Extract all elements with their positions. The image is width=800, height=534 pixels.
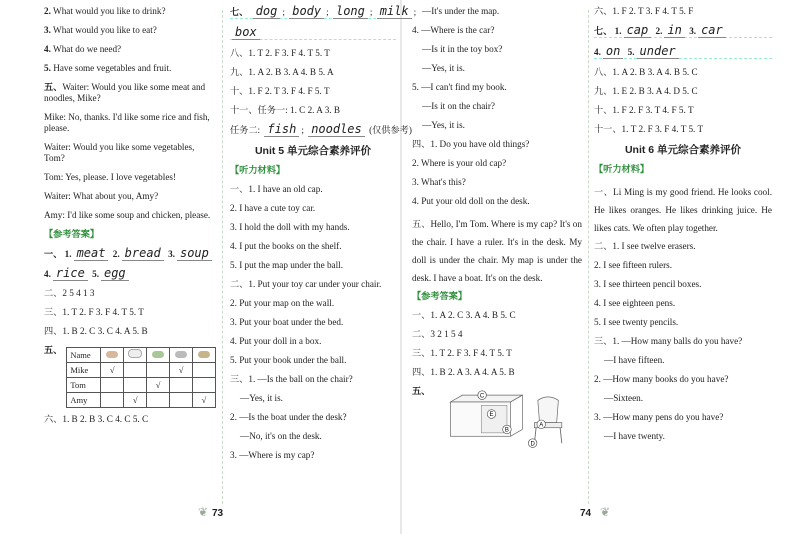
line: 5. I see twenty pencils. — [594, 317, 679, 327]
line: —No, it's on the desk. — [240, 431, 322, 441]
answer-q10: 十、1. F 2. F 3. T 4. F 5. T — [594, 105, 694, 115]
line: 2. Where is your old cap? — [412, 158, 507, 168]
dialogue-line: Amy: I'd like some soup and chicken, please. — [44, 210, 211, 220]
answer-header: 【参考答案】 — [44, 229, 100, 239]
line: 2. Put your map on the wall. — [230, 298, 335, 308]
answer-q1-cont: 4. rice 5. egg — [44, 268, 216, 280]
answer-task2: 任务二: fish ; noodles (仅供参考) — [230, 122, 412, 136]
answer-q7: 七、 dog ; body ; long ; milk ; — [230, 4, 417, 18]
answer-q3: 三、1. T 2. F 3. F 4. T 5. T — [44, 307, 144, 317]
answer-q11: 十一、1. T 2. F 3. F 4. T 5. T — [594, 124, 704, 134]
answer-q6: 六、1. B 2. B 3. C 4. C 5. C — [44, 414, 149, 424]
line: 2. I see fifteen rulers. — [594, 260, 673, 270]
book-spine — [400, 0, 402, 534]
line: 二、1. Put your toy car under your chair. — [230, 279, 382, 289]
line: —I have fifteen. — [604, 355, 665, 365]
unit-title: Unit 6 单元综合素养评价 — [624, 144, 742, 156]
paragraph: 一、Li Ming is my good friend. He looks cool. He likes oranges. He likes drinking juice. He likes cats. We often play together. — [594, 187, 772, 233]
answer-header: 【参考答案】 — [412, 291, 468, 301]
svg-text:D: D — [530, 441, 536, 448]
dialogue-line: Waiter: What about you, Amy? — [44, 191, 159, 201]
answer-q4: 四、1. B 2. C 3. C 4. A 5. B — [44, 326, 148, 336]
answer-q5: 五、 Name Mike √ √ Tom √ Amy √ √ — [44, 345, 216, 408]
line: 2. —Is the boat under the desk? — [230, 412, 347, 422]
line: 4. I see eighteen pens. — [594, 298, 676, 308]
line: 5. I put the map under the ball. — [230, 260, 344, 270]
answer-q7: 七、 1. cap 2. in 3. car — [594, 25, 772, 38]
answer-q8: 八、1. A 2. B 3. A 4. B 5. C — [594, 67, 698, 77]
line: 二、1. I see twelve erasers. — [594, 241, 696, 251]
svg-text:B: B — [505, 427, 510, 434]
line: —Is it in the toy box? — [422, 44, 503, 54]
column-4 — [594, 6, 772, 450]
answer-q11: 十一、任务一: 1. C 2. A 3. B — [230, 105, 341, 115]
line: 4. —Where is the car? — [412, 25, 495, 35]
answer-q4: 四、1. B 2. A 3. A 4. A 5. B — [412, 367, 515, 377]
listening-header: 【听力材料】 — [594, 164, 650, 174]
line: 5. —I can't find my book. — [412, 82, 507, 92]
line: —Sixteen. — [604, 393, 644, 403]
line: 2. —How many books do you have? — [594, 374, 729, 384]
meat-icon — [101, 348, 124, 363]
answer-q3: 三、1. T 2. F 3. F 4. T 5. T — [412, 348, 512, 358]
dialogue-line: 五、Waiter: Would you like some meat and noodles, Mike? — [44, 82, 206, 103]
line: 3. I see thirteen pencil boxes. — [594, 279, 702, 289]
line: 3. Put your boat under the bed. — [230, 317, 344, 327]
line: 5. Have some vegetables and fruit. — [44, 63, 172, 73]
chicken-icon — [193, 348, 216, 363]
leaf-ornament-icon: ❦ — [600, 505, 611, 519]
svg-text:A: A — [539, 422, 544, 429]
line: 四、1. Do you have old things? — [412, 139, 530, 149]
dialogue-line: Waiter: Would you like some vegetables, Tom? — [44, 142, 195, 163]
answer-q7-cont: box — [230, 27, 396, 40]
line: 3. —Where is my cap? — [230, 450, 315, 460]
answer-q1: 一、1. A 2. C 3. A 4. B 5. C — [412, 310, 516, 320]
answer-q10: 十、1. F 2. T 3. F 4. F 5. T — [230, 86, 330, 96]
answer-q2: 二、2 5 4 1 3 — [44, 288, 95, 298]
line: 一、1. I have an old cap. — [230, 184, 323, 194]
line: 三、1. —Is the ball on the chair? — [230, 374, 353, 384]
line: 三、1. —How many balls do you have? — [594, 336, 743, 346]
answer-q5: 五、 C E B A D — [412, 386, 582, 450]
column-2 — [230, 4, 417, 469]
svg-text:E: E — [489, 412, 494, 419]
line: —It's under the map. — [422, 6, 500, 16]
line: —Yes, it is. — [422, 120, 465, 130]
line: 3. I hold the doll with my hands. — [230, 222, 350, 232]
answer-q7-cont: 4. on 5. under — [594, 46, 772, 59]
table-row: Tom √ — [67, 378, 216, 393]
dialogue-line: Tom: Yes, please. I love vegetables! — [44, 172, 177, 182]
leaf-ornament-icon: ❦ — [198, 505, 209, 519]
rice-icon — [124, 348, 147, 363]
answer-q9: 九、1. A 2. B 3. A 4. B 5. A — [230, 67, 334, 77]
line: 2. What would you like to drink? — [44, 6, 166, 16]
column-divider — [222, 10, 223, 504]
line: —Is it on the chair? — [422, 101, 495, 111]
line: —Yes, it is. — [422, 63, 465, 73]
listening-header: 【听力材料】 — [230, 165, 286, 175]
column-1 — [44, 6, 216, 433]
paragraph: 五、Hello, I'm Tom. Where is my cap? It's on the chair. I have a ruler. It's in the desk. My doll is under the chair. My map is under the desk. I have a boat. It's on the desk. — [412, 219, 582, 283]
answer-q8: 八、1. T 2. F 3. F 4. T 5. T — [230, 48, 330, 58]
line: 3. What would you like to eat? — [44, 25, 157, 35]
table-row: Amy √ √ — [67, 393, 216, 408]
desk-chair-scene — [434, 390, 582, 450]
column-divider — [588, 10, 589, 504]
line: 3. What's this? — [412, 177, 466, 187]
line: —I have twenty. — [604, 431, 665, 441]
answer-q2: 二、3 2 1 5 4 — [412, 329, 463, 339]
vegetable-icon — [147, 348, 170, 363]
line: 3. —How many pens do you have? — [594, 412, 724, 422]
svg-text:C: C — [480, 393, 485, 400]
table-header-name: Name — [67, 348, 101, 363]
unit-title: Unit 5 单元综合素养评价 — [254, 145, 372, 157]
line: 4. Put your doll in a box. — [230, 336, 322, 346]
column-3 — [412, 6, 582, 450]
line: 5. Put your book under the ball. — [230, 355, 347, 365]
line: 4. Put your old doll on the desk. — [412, 196, 530, 206]
answer-q9: 九、1. E 2. B 3. A 4. D 5. C — [594, 86, 698, 96]
chair-back — [538, 397, 559, 423]
fish-icon — [170, 348, 193, 363]
answer-q1: 一、 1. meat 2. bread 3. soup — [44, 248, 216, 260]
dialogue-line: Mike: No, thanks. I'd like some rice and fish, please. — [44, 112, 210, 133]
page-number: 73 — [212, 508, 224, 519]
answer-q6: 六、1. F 2. T 3. F 4. T 5. F — [594, 6, 694, 16]
line: —Yes, it is. — [240, 393, 283, 403]
line: 4. I put the books on the shelf. — [230, 241, 342, 251]
food-choice-table — [66, 347, 216, 408]
table-row: Mike √ √ — [67, 363, 216, 378]
line: 4. What do we need? — [44, 44, 122, 54]
line: 2. I have a cute toy car. — [230, 203, 316, 213]
page-number: 74 — [580, 508, 592, 519]
